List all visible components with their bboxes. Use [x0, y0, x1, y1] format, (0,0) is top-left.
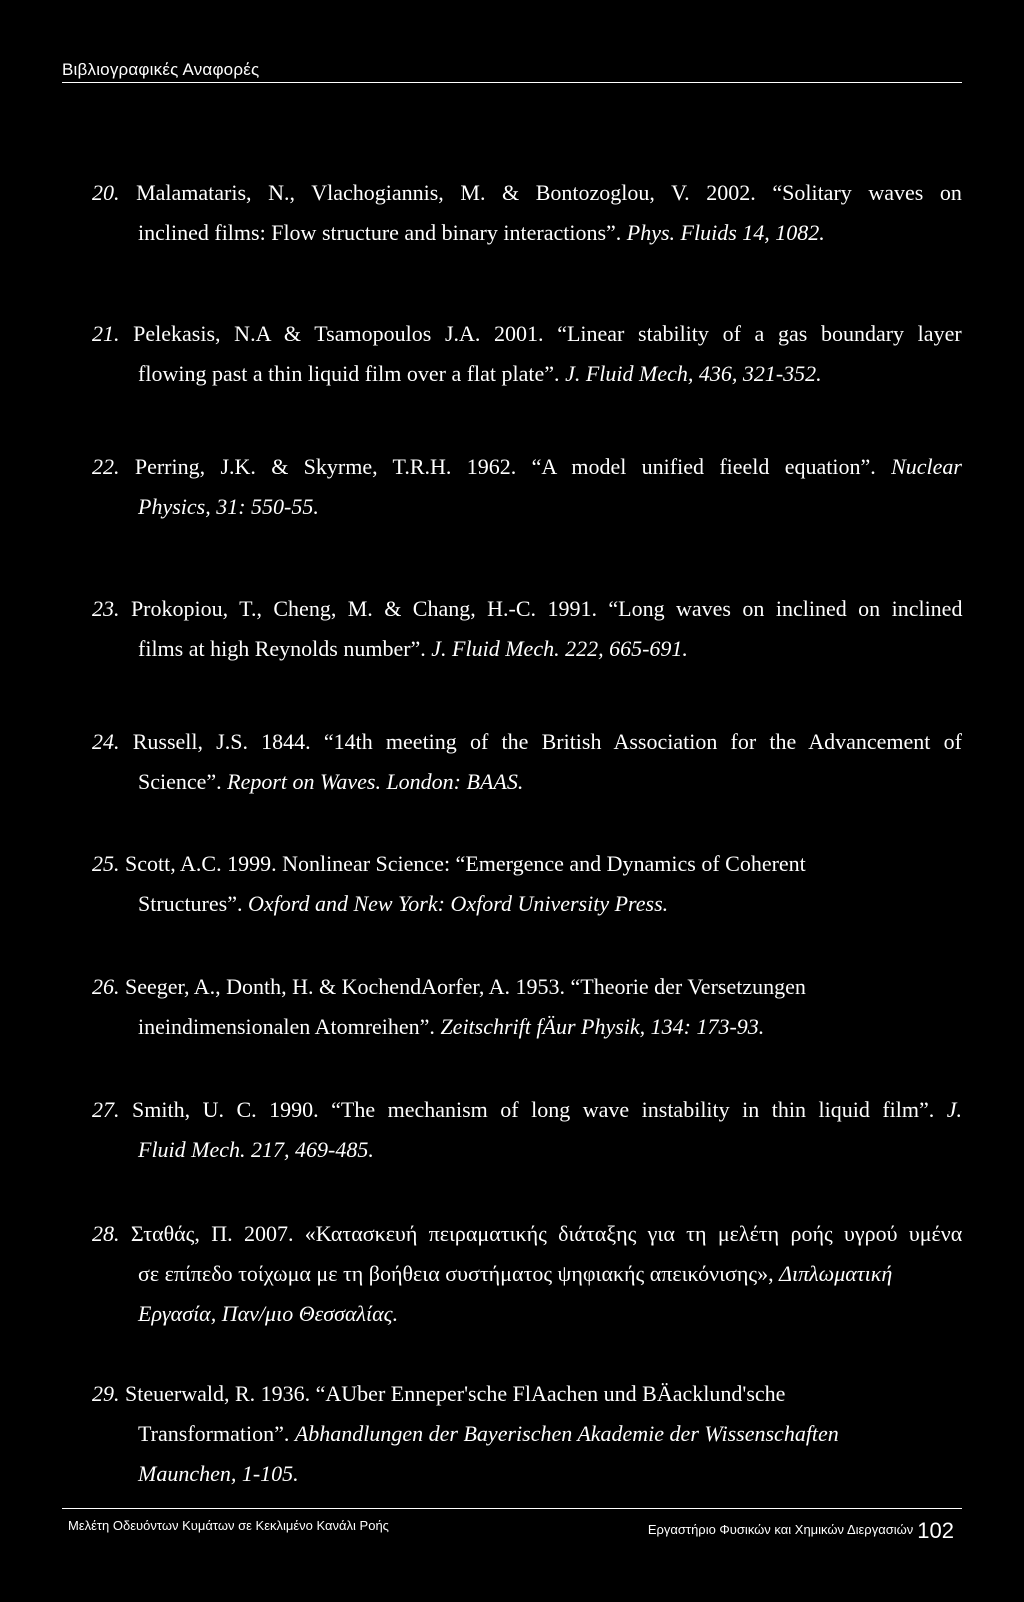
reference-line [92, 173, 962, 213]
reference-line [92, 1214, 962, 1254]
reference-journal: J. [946, 1097, 963, 1122]
reference-number: 23. [92, 596, 120, 621]
footer-lab-name [648, 1518, 954, 1544]
reference-text: Pelekasis, N.A & Tsamopoulos J.A. 2001. “Linear stability of a gas boundary layer [133, 321, 962, 346]
footer-thesis-title: Μελέτη Οδευόντων Κυμάτων σε Κεκλιμένο Κανάλι Ροής [68, 1518, 389, 1533]
reference-journal: Physics, 31: 550-55. [138, 494, 319, 519]
reference-journal: Report on Waves. London: BAAS. [227, 769, 524, 794]
reference-number: 21. [92, 321, 120, 346]
reference-journal: Διπλωματική [779, 1261, 893, 1286]
reference-number: 22. [92, 454, 120, 479]
reference-text: Russell, J.S. 1844. “14th meeting of the British Association for the Advancement of [132, 729, 962, 754]
reference-text: Σταθάς, Π. 2007. «Κατασκευή πειραματικής διάταξης για τη μελέτη ροής υγρού υμένα [130, 1221, 963, 1246]
reference-22 [92, 447, 962, 527]
reference-line [92, 1090, 962, 1130]
reference-number: 25. [92, 851, 120, 876]
reference-journal: J. Fluid Mech, 436, 321-352. [565, 361, 822, 386]
reference-text: ineindimensionalen Atomreihen”. [138, 1014, 441, 1039]
reference-text: Smith, U. C. 1990. “The mechanism of long wave instability in thin liquid film”. [132, 1097, 947, 1122]
reference-24 [92, 722, 962, 802]
reference-line [92, 1007, 962, 1047]
footer-lab-text: Εργαστήριο Φυσικών και Χημικών Διεργασιών [647, 1522, 914, 1537]
reference-21 [92, 314, 962, 394]
reference-line [92, 629, 962, 669]
reference-number: 29. [92, 1381, 120, 1406]
reference-line [92, 1374, 962, 1414]
reference-text: σε επίπεδο τοίχωμα με τη βοήθεια συστήματος ψηφιακής απεικόνισης», [138, 1261, 780, 1286]
reference-journal: Εργασία, Παν/μιο Θεσσαλίας. [138, 1301, 399, 1326]
reference-number: 24. [92, 729, 120, 754]
reference-number: 26. [92, 974, 120, 999]
reference-text: Structures”. [138, 891, 248, 916]
reference-text: Steuerwald, R. 1936. “AUber Enneper'sche FlAachen und BÄacklund'sche [125, 1381, 786, 1406]
reference-line [92, 487, 962, 527]
reference-20 [92, 173, 962, 253]
reference-27 [92, 1090, 962, 1170]
reference-journal: J. Fluid Mech. 222, 665-691. [431, 636, 688, 661]
reference-journal: Fluid Mech. 217, 469-485. [138, 1137, 374, 1162]
reference-line [92, 844, 962, 884]
reference-line [92, 884, 962, 924]
reference-number: 28. [92, 1221, 120, 1246]
reference-text: Science”. [138, 769, 228, 794]
footer-rule [62, 1508, 962, 1509]
reference-25 [92, 844, 962, 924]
reference-journal: Abhandlungen der Bayerischen Akademie der Wissenschaften [294, 1421, 839, 1446]
reference-23 [92, 589, 962, 669]
reference-line [92, 967, 962, 1007]
reference-29 [92, 1374, 962, 1494]
reference-text: Malamataris, N., Vlachogiannis, M. & Bontozoglou, V. 2002. “Solitary waves on [136, 180, 962, 205]
reference-line [92, 1454, 962, 1494]
reference-journal: Oxford and New York: Oxford University Press. [247, 891, 669, 916]
reference-line [92, 1294, 962, 1334]
reference-line [92, 213, 962, 253]
reference-journal: Phys. Fluids 14, 1082. [626, 220, 825, 245]
reference-line [92, 314, 962, 354]
reference-line [92, 354, 962, 394]
page-number: 102 [917, 1518, 954, 1543]
reference-text: flowing past a thin liquid film over a flat plate”. [138, 361, 566, 386]
reference-text: Perring, J.K. & Skyrme, T.R.H. 1962. “A model unified fieeld equation”. [134, 454, 892, 479]
reference-number: 20. [92, 180, 120, 205]
reference-number: 27. [92, 1097, 120, 1122]
reference-line [92, 762, 962, 802]
reference-26 [92, 967, 962, 1047]
reference-line [92, 447, 962, 487]
reference-text: Prokopiou, T., Cheng, M. & Chang, H.-C. 1991. “Long waves on inclined on inclined [130, 596, 963, 621]
reference-line [92, 722, 962, 762]
reference-text: films at high Reynolds number”. [138, 636, 432, 661]
reference-text: Seeger, A., Donth, H. & KochendAorfer, A. 1953. “Theorie der Versetzungen [125, 974, 806, 999]
reference-line [92, 1130, 962, 1170]
reference-text: Transformation”. [138, 1421, 295, 1446]
reference-journal: Zeitschrift fÄur Physik, 134: 173-93. [440, 1014, 765, 1039]
reference-line [92, 589, 962, 629]
reference-line [92, 1414, 962, 1454]
reference-journal: Nuclear [891, 454, 962, 479]
reference-text: Scott, A.C. 1999. Nonlinear Science: “Emergence and Dynamics of Coherent [125, 851, 806, 876]
reference-line [92, 1254, 962, 1294]
reference-journal: Maunchen, 1-105. [138, 1461, 299, 1486]
running-head: Βιβλιογραφικές Αναφορές [62, 60, 260, 79]
reference-28 [92, 1214, 962, 1334]
reference-text: inclined films: Flow structure and binary interactions”. [138, 220, 627, 245]
